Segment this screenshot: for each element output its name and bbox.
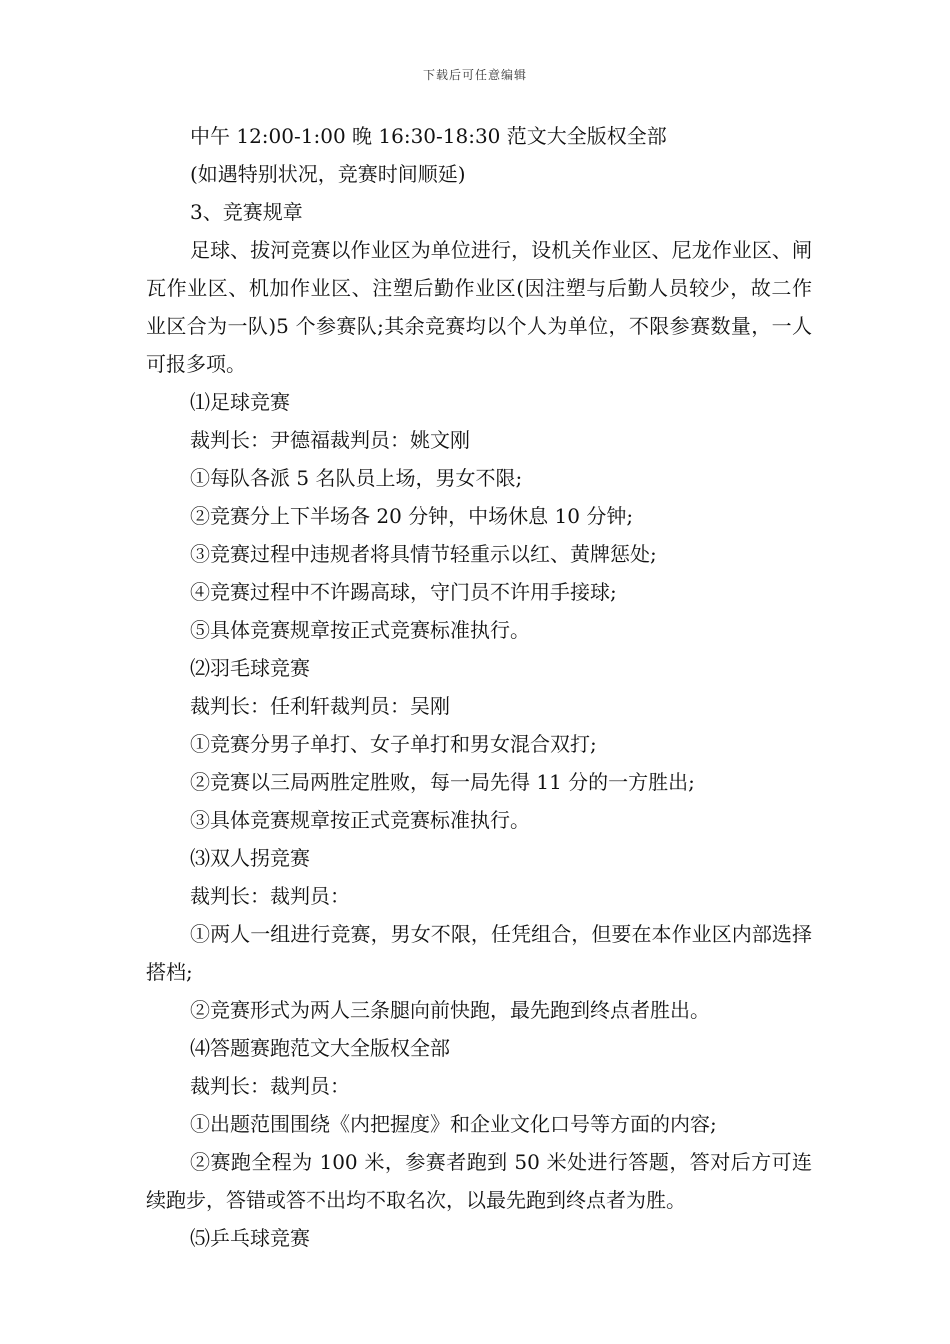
section-heading-rules: 3、竞赛规章 (190, 200, 303, 224)
three-legged-rule-1: ①两人一组进行竞赛，男女不限，任凭组合，但要在本作业区内部选择搭档; (146, 922, 812, 984)
quiz-race-rule-1: ①出题范围围绕《内把握度》和企业文化口号等方面的内容; (190, 1112, 717, 1136)
three-legged-referees: 裁判长：裁判员： (190, 884, 350, 908)
badminton-rule-2: ②竞赛以三局两胜定胜败，每一局先得 11 分的一方胜出; (190, 770, 695, 794)
paragraph-delay-note: (如遇特别状况，竞赛时间顺延) (190, 162, 466, 186)
football-rule-3: ③竞赛过程中违规者将具情节轻重示以红、黄牌惩处; (190, 542, 657, 566)
badminton-referees: 裁判长：任利轩裁判员：吴刚 (190, 694, 450, 718)
paragraph-team-description: 足球、拔河竞赛以作业区为单位进行，设机关作业区、尼龙作业区、闸瓦作业区、机加作业区、注塑后勤作业区(因注塑与后勤人员较少，故二作业区合为一队)5 个参赛队;其余竞赛均以个人为单位，不限参赛数量，一人可报多项。 (146, 238, 812, 376)
page-header: 下载后可任意编辑 (422, 68, 527, 82)
subheading-three-legged: ⑶双人拐竞赛 (190, 846, 310, 870)
subheading-football: ⑴足球竞赛 (190, 390, 290, 414)
football-rule-4: ④竞赛过程中不许踢高球，守门员不许用手接球; (190, 580, 617, 604)
document-body (146, 117, 812, 1257)
football-rule-1: ①每队各派 5 名队员上场，男女不限; (190, 466, 523, 490)
quiz-race-referees: 裁判长：裁判员： (190, 1074, 350, 1098)
football-rule-2: ②竞赛分上下半场各 20 分钟，中场休息 10 分钟; (190, 504, 634, 528)
quiz-race-rule-2: ②赛跑全程为 100 米，参赛者跑到 50 米处进行答题，答对后方可连续跑步，答错或答不出均不取名次，以最先跑到终点者为胜。 (146, 1150, 812, 1212)
subheading-quiz-race: ⑷答题赛跑范文大全版权全部 (190, 1036, 450, 1060)
badminton-rule-1: ①竞赛分男子单打、女子单打和男女混合双打; (190, 732, 597, 756)
three-legged-rule-2: ②竞赛形式为两人三条腿向前快跑，最先跑到终点者胜出。 (190, 998, 710, 1022)
football-rule-5: ⑤具体竞赛规章按正式竞赛标准执行。 (190, 618, 530, 642)
football-referees: 裁判长：尹德福裁判员：姚文刚 (190, 428, 470, 452)
badminton-rule-3: ③具体竞赛规章按正式竞赛标准执行。 (190, 808, 530, 832)
paragraph-schedule-time: 中午 12:00-1:00 晚 16:30-18:30 范文大全版权全部 (190, 124, 667, 148)
subheading-table-tennis: ⑸乒乓球竞赛 (190, 1226, 310, 1250)
subheading-badminton: ⑵羽毛球竞赛 (190, 656, 310, 680)
